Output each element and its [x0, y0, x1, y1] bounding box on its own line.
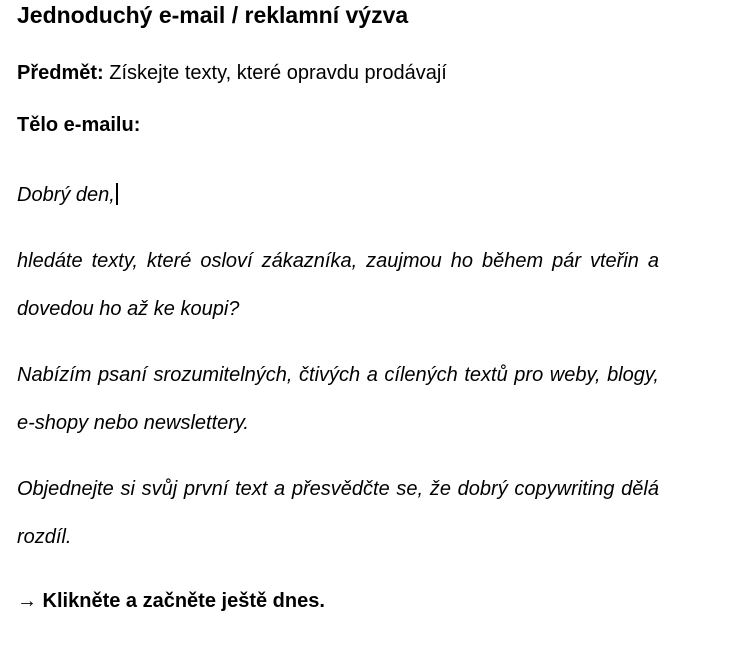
call-to-action: → Klikněte a začněte ještě dnes. [17, 590, 325, 612]
subject-label: Předmět: [17, 62, 104, 84]
greeting-line[interactable] [17, 171, 659, 219]
text-cursor [116, 183, 118, 205]
greeting-text: Dobrý den, [17, 184, 115, 206]
body-paragraph: hledáte texty, které osloví zákazníka, zaujmou ho během pár vteřin a dovedou ho až ke koupi? [17, 250, 659, 320]
document-heading: Jednoduchý e-mail / reklamní výzva [17, 2, 409, 28]
body-paragraph: Objednejte si svůj první text a přesvědčte se, že dobrý copywriting dělá rozdíl. [17, 478, 659, 548]
body-label: Tělo e-mailu: [17, 114, 141, 136]
subject-line [17, 62, 447, 85]
subject-value: Získejte texty, které opravdu prodávají [109, 62, 447, 84]
body-paragraph: Nabízím psaní srozumitelných, čtivých a cílených textů pro weby, blogy, e-shopy nebo newslettery. [17, 364, 659, 434]
